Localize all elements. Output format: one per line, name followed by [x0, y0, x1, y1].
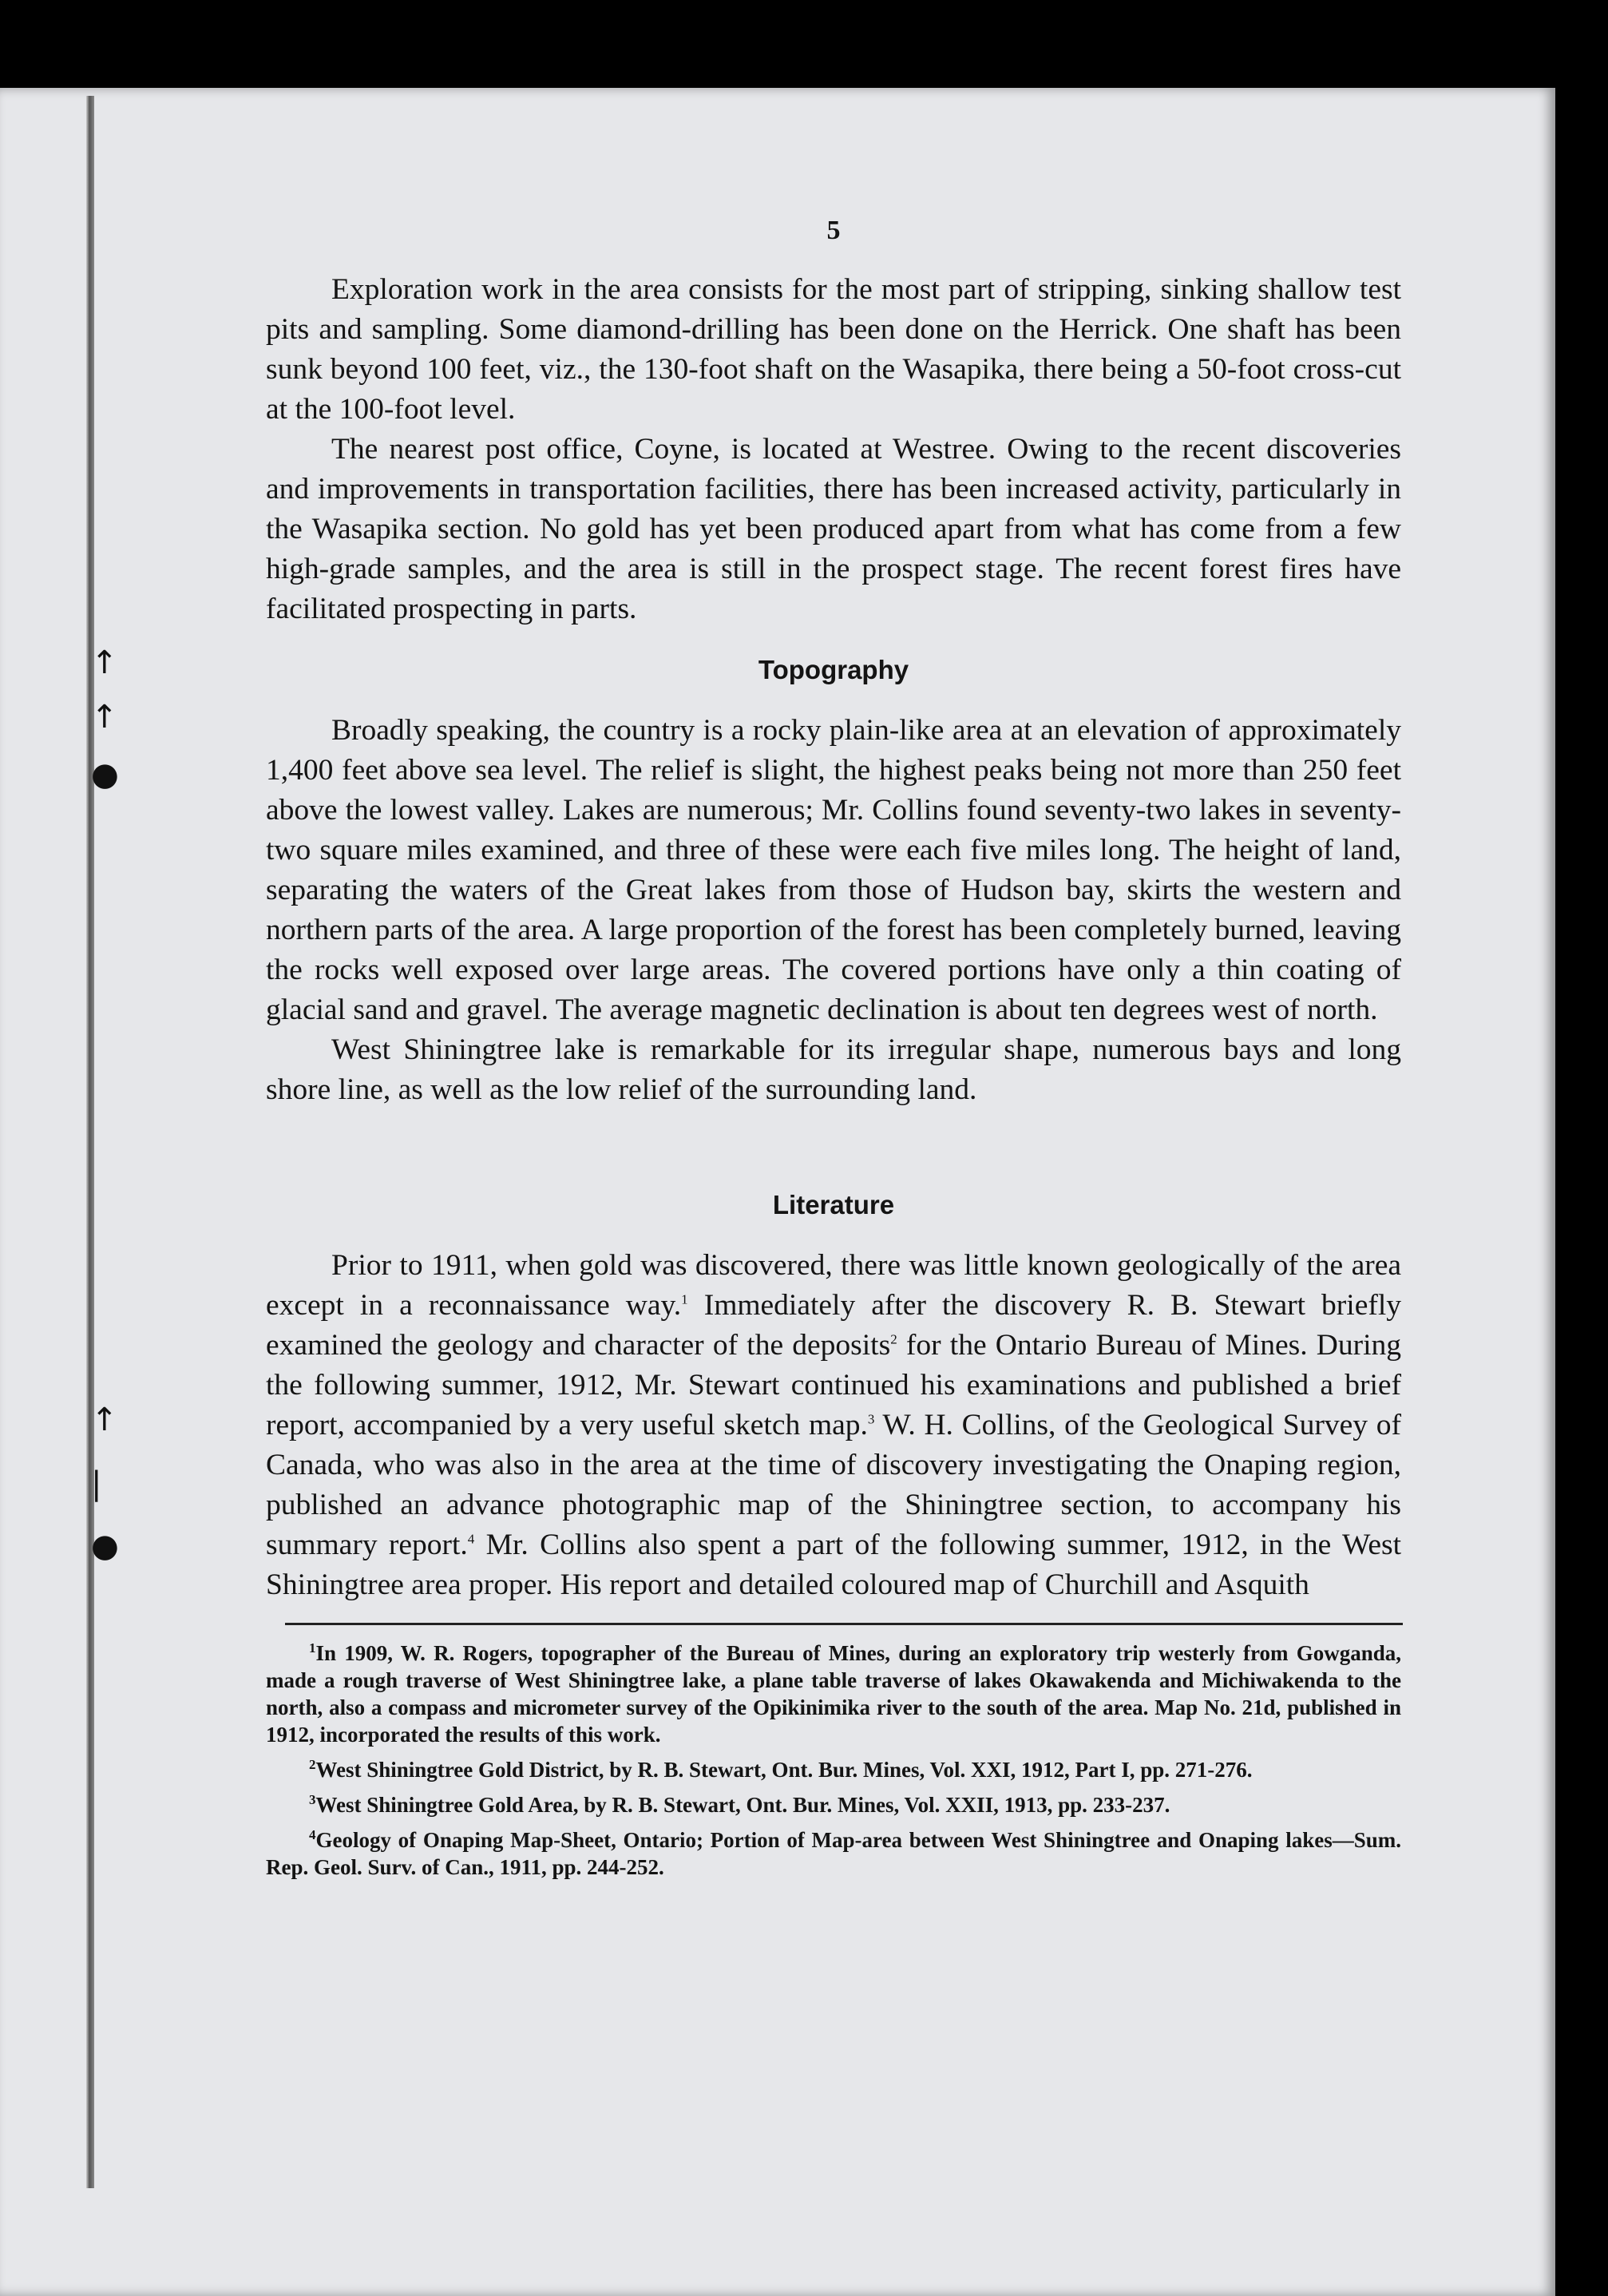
margin-mark-bullet: ●: [91, 1528, 119, 1564]
literature-paragraph: [266, 1246, 1401, 1605]
footnote-text: Geology of Onaping Map-Sheet, Ontario; Portion of Map-area between West Shiningtree and Onaping lakes—Sum. Rep. Geol. Surv. of Can., 1911, pp. 244-252.: [266, 1828, 1401, 1879]
page-content: [266, 216, 1401, 1889]
literature-text: W. H. Collins, of the Geological Survey of Canada, who was also in the area at the time of discovery investigating the Onaping region, published an advance photographic map of the Shiningtree section, to accompany his summary report.: [266, 1409, 1401, 1561]
topography-heading: Topography: [758, 655, 909, 684]
literature-text: Prior to 1911, when gold was discovered, there was little known geologically of the area except in a reconnaissance way.: [266, 1249, 1401, 1322]
margin-mark-arrow: ↑: [91, 644, 118, 681]
margin-mark-bullet: ●: [91, 756, 119, 793]
footnote: [266, 1791, 1401, 1818]
binding-edge: [86, 96, 94, 2188]
topography-paragraph: West Shiningtree lake is remarkable for its irregular shape, numerous bays and long shore line, as well as the low relief of the surrounding land.: [266, 1033, 1401, 1106]
footnote-marker: 4: [309, 1827, 316, 1842]
footnote-reference: 4: [467, 1531, 475, 1547]
literature-text: for the Ontario Bureau of Mines. During the following summer, 1912, Mr. Stewart continued his examinations and published a brief report, accompanied by a very useful sketch map.: [266, 1329, 1401, 1441]
footnote-reference: 2: [890, 1331, 897, 1347]
literature-text: Immediately after the discovery R. B. Stewart briefly examined the geology and character of the deposits: [266, 1289, 1401, 1362]
footnote-marker: 1: [309, 1640, 316, 1656]
footnote-text: West Shiningtree Gold Area, by R. B. Stewart, Ont. Bur. Mines, Vol. XXII, 1913, pp. 233-237.: [315, 1793, 1170, 1817]
footnote-separator: [285, 1623, 1403, 1625]
footnote: [266, 1640, 1401, 1748]
intro-paragraph: Exploration work in the area consists for the most part of stripping, sinking shallow test pits and sampling. Some diamond-drilling has been done on the Herrick. One shaft has been sunk beyond 100 feet, viz., the 130-foot shaft on the Wasapika, there being a 50-foot cross-cut at the 100-foot level.: [266, 273, 1401, 426]
footnote-text: West Shiningtree Gold District, by R. B. Stewart, Ont. Bur. Mines, Vol. XXI, 1912, Part I, pp. 271-276.: [315, 1758, 1253, 1782]
footnote-text: In 1909, W. R. Rogers, topographer of the Bureau of Mines, during an exploratory trip westerly from Gowganda, made a rough traverse of West Shiningtree lake, a plane table traverse of lakes Okawakenda and Michiwakenda to the north, also a compass and micrometer survey of the Opikinimika river to the south of the area. Map No. 21d, published in 1912, incorporated the results of this work.: [266, 1641, 1401, 1747]
footnote: [266, 1826, 1401, 1881]
footnote-marker: 2: [309, 1757, 316, 1772]
topography-paragraph: Broadly speaking, the country is a rocky plain-like area at an elevation of approximately 1,400 feet above sea level. The relief is slight, the highest peaks being not more than 250 feet above the lowest valley. Lakes are numerous; Mr. Collins found seventy-two lakes in seventy-two square miles examined, and three of these were each five miles long. The height of land, separating the waters of the Great lakes from those of Hudson bay, skirts the western and northern parts of the area. A large proportion of the forest has been completely burned, leaving the rocks well exposed over large areas. The covered portions have only a thin coating of glacial sand and gravel. The average magnetic declination is about ten degrees west of north.: [266, 714, 1401, 1026]
footnote-marker: 3: [309, 1792, 316, 1807]
page-number: 5: [826, 216, 841, 245]
footnote-reference: 3: [867, 1411, 875, 1427]
literature-heading: Literature: [772, 1190, 895, 1219]
margin-mark-arrow: ↑: [91, 699, 118, 736]
margin-mark-tick: |: [91, 1465, 102, 1502]
footnote: [266, 1756, 1401, 1783]
margin-mark-arrow: ↑: [91, 1402, 118, 1438]
literature-text: Mr. Collins also spent a part of the following summer, 1912, in the West Shiningtree area proper. His report and detailed coloured map of Churchill and Asquith: [266, 1529, 1401, 1601]
intro-paragraph: The nearest post office, Coyne, is located at Westree. Owing to the recent discoveries and improvements in transportation facilities, there has been increased activity, particularly in the Wasapika section. No gold has yet been produced apart from what has come from a few high-grade samples, and the area is still in the prospect stage. The recent forest fires have facilitated prospecting in parts.: [266, 433, 1401, 625]
footnote-reference: 1: [681, 1291, 688, 1307]
